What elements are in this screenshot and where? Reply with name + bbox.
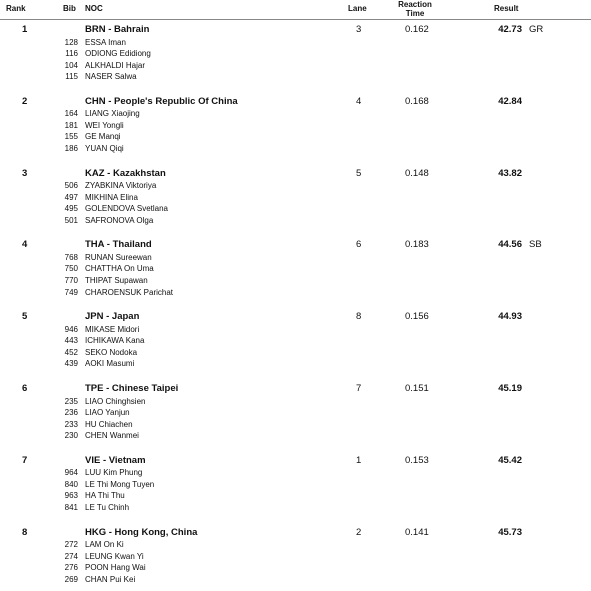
athlete-row <box>0 336 300 348</box>
athlete-row <box>0 61 300 73</box>
athlete-bib: 276 <box>64 563 78 573</box>
team-noc: CHN - People's Republic Of China <box>85 95 238 107</box>
team-reaction-time: 0.151 <box>405 383 429 394</box>
athlete-bib: 164 <box>64 109 78 119</box>
athlete-row <box>0 109 300 121</box>
team-result: 42.84 <box>498 95 522 107</box>
athlete-name: CHEN Wanmei <box>85 431 139 441</box>
athlete-bib: 439 <box>64 359 78 369</box>
team-noc: HKG - Hong Kong, China <box>85 526 198 538</box>
team-lane: 6 <box>356 239 362 251</box>
athlete-name: LEUNG Kwan Yi <box>85 551 144 561</box>
team-reaction-time: 0.153 <box>405 454 429 466</box>
team-row <box>0 455 591 519</box>
athlete-name: ZYABKINA Viktoriya <box>85 181 157 191</box>
athlete-name: LAM On Ki <box>85 540 124 550</box>
athlete-name: NASER Salwa <box>85 72 137 82</box>
team-noc: KAZ - Kazakhstan <box>85 167 166 179</box>
header-lane: Lane <box>348 4 367 13</box>
team-lane: 4 <box>356 95 362 107</box>
header-bib: Bib <box>63 4 76 13</box>
team-rank: 7 <box>22 454 28 466</box>
team-result: 45.19 <box>498 383 522 394</box>
team-row <box>0 239 591 303</box>
team-result: 45.42 <box>498 454 522 466</box>
athlete-bib: 104 <box>64 60 78 70</box>
athlete-name: LIAO Yanjun <box>85 408 130 418</box>
athlete-row <box>0 253 300 265</box>
athlete-row <box>0 216 300 228</box>
team-rank: 1 <box>22 24 28 35</box>
athlete-bib: 750 <box>64 264 78 274</box>
athlete-row <box>0 38 300 50</box>
athlete-row <box>0 468 300 480</box>
athlete-row <box>0 563 300 575</box>
athlete-bib: 236 <box>64 408 78 418</box>
athlete-bib: 495 <box>64 204 78 214</box>
athlete-row <box>0 431 300 443</box>
athlete-bib: 452 <box>64 347 78 357</box>
athlete-name: THIPAT Supawan <box>85 276 148 286</box>
athlete-row <box>0 540 300 552</box>
athlete-row <box>0 132 300 144</box>
team-record: GR <box>529 24 544 35</box>
athlete-name: LE Thi Mong Tuyen <box>85 479 155 489</box>
athlete-row <box>0 144 300 156</box>
team-reaction-time: 0.168 <box>405 95 429 107</box>
team-lane: 7 <box>356 383 362 394</box>
team-lane: 1 <box>356 454 362 466</box>
athlete-name: LE Tu Chinh <box>85 503 130 513</box>
athlete-bib: 235 <box>64 396 78 406</box>
athlete-name: POON Hang Wai <box>85 563 146 573</box>
athlete-row <box>0 325 300 337</box>
athlete-name: LIANG Xiaojing <box>85 109 140 119</box>
team-rank: 8 <box>22 526 28 538</box>
header-rank: Rank <box>6 4 26 13</box>
athlete-row <box>0 397 300 409</box>
team-reaction-time: 0.183 <box>405 239 429 251</box>
athlete-row <box>0 49 300 61</box>
team-row <box>0 527 591 591</box>
athlete-row <box>0 181 300 193</box>
team-rank: 5 <box>22 311 28 323</box>
athlete-bib: 506 <box>64 181 78 191</box>
athlete-name: LUU Kim Phung <box>85 468 143 478</box>
team-noc: JPN - Japan <box>85 311 140 323</box>
athlete-name: CHATTHA On Uma <box>85 264 154 274</box>
team-row <box>0 96 591 160</box>
team-lane: 3 <box>356 24 362 35</box>
team-record: SB <box>529 239 542 251</box>
athlete-bib: 497 <box>64 192 78 202</box>
athlete-bib: 274 <box>64 551 78 561</box>
athlete-row <box>0 503 300 515</box>
athlete-name: AOKI Masumi <box>85 359 135 369</box>
athlete-bib: 116 <box>65 49 78 59</box>
athlete-bib: 840 <box>64 479 78 489</box>
team-rank: 4 <box>22 239 28 251</box>
athlete-row <box>0 480 300 492</box>
athlete-name: WEI Yongli <box>85 120 124 130</box>
header-reaction-line2: Time <box>405 9 425 18</box>
athlete-bib: 115 <box>65 72 78 82</box>
team-noc: TPE - Chinese Taipei <box>85 383 179 394</box>
athlete-bib: 443 <box>64 336 78 346</box>
athlete-bib: 181 <box>64 120 78 130</box>
team-row <box>0 24 591 88</box>
athlete-bib: 272 <box>64 540 78 550</box>
athlete-row <box>0 288 300 300</box>
athlete-name: RUNAN Sureewan <box>85 252 152 262</box>
athlete-name: SAFRONOVA Olga <box>85 215 154 225</box>
header-reaction-line1: Reaction <box>398 0 432 9</box>
athlete-name: ODIONG Edidiong <box>85 49 151 59</box>
team-result: 44.93 <box>498 311 522 323</box>
team-reaction-time: 0.156 <box>405 311 429 323</box>
athlete-name: MIKASE Midori <box>85 324 140 334</box>
athlete-name: SEKO Nodoka <box>85 347 138 357</box>
team-reaction-time: 0.148 <box>405 167 429 179</box>
team-row <box>0 311 591 375</box>
athlete-row <box>0 348 300 360</box>
team-result: 44.56 <box>498 239 522 251</box>
team-lane: 2 <box>356 526 362 538</box>
athlete-row <box>0 121 300 133</box>
athlete-row <box>0 276 300 288</box>
athlete-row <box>0 575 300 587</box>
team-rank: 3 <box>22 167 28 179</box>
athlete-row <box>0 491 300 503</box>
athlete-bib: 155 <box>64 132 78 142</box>
team-row <box>0 383 591 447</box>
athlete-bib: 186 <box>64 144 78 154</box>
athlete-bib: 841 <box>64 503 78 513</box>
athlete-name: ICHIKAWA Kana <box>85 336 145 346</box>
header-result: Result <box>494 4 519 13</box>
athlete-row <box>0 420 300 432</box>
athlete-bib: 964 <box>64 468 78 478</box>
athlete-bib: 768 <box>64 252 78 262</box>
athlete-row <box>0 193 300 205</box>
athlete-bib: 128 <box>64 37 78 47</box>
athlete-bib: 269 <box>64 574 78 584</box>
athlete-name: MIKHINA Elina <box>85 192 138 202</box>
athlete-row <box>0 552 300 564</box>
team-result: 45.73 <box>498 526 522 538</box>
team-reaction-time: 0.162 <box>405 24 429 35</box>
athlete-name: CHAROENSUK Parichat <box>85 287 174 297</box>
team-row <box>0 168 591 232</box>
team-noc: THA - Thailand <box>85 239 152 251</box>
team-reaction-time: 0.141 <box>405 526 429 538</box>
athlete-bib: 233 <box>64 419 78 429</box>
athlete-row <box>0 408 300 420</box>
team-noc: BRN - Bahrain <box>85 24 150 35</box>
athlete-name: CHAN Pui Kei <box>85 574 136 584</box>
athlete-name: HU Chiachen <box>85 419 133 429</box>
athlete-bib: 963 <box>64 491 78 501</box>
athlete-name: ALKHALDI Hajar <box>85 60 146 70</box>
team-noc: VIE - Vietnam <box>85 454 146 466</box>
athlete-bib: 749 <box>64 287 78 297</box>
athlete-name: YUAN Qiqi <box>85 144 124 154</box>
athlete-name: ESSA Iman <box>85 37 126 47</box>
team-lane: 8 <box>356 311 362 323</box>
athlete-bib: 230 <box>64 431 78 441</box>
athlete-name: LIAO Chinghsien <box>85 396 146 406</box>
athlete-name: GE Manqi <box>85 132 121 142</box>
athlete-bib: 946 <box>64 324 78 334</box>
athlete-row <box>0 264 300 276</box>
athlete-row <box>0 204 300 216</box>
athlete-row <box>0 72 300 84</box>
team-rank: 6 <box>22 383 28 394</box>
team-result: 43.82 <box>498 167 522 179</box>
header-noc: NOC <box>85 4 103 13</box>
team-lane: 5 <box>356 167 362 179</box>
athlete-bib: 770 <box>64 276 78 286</box>
athlete-name: HA Thi Thu <box>85 491 125 501</box>
athlete-bib: 501 <box>64 215 78 225</box>
athlete-row <box>0 359 300 371</box>
team-result: 42.73 <box>498 24 522 35</box>
team-rank: 2 <box>22 95 28 107</box>
athlete-name: GOLENDOVA Svetlana <box>85 204 168 214</box>
